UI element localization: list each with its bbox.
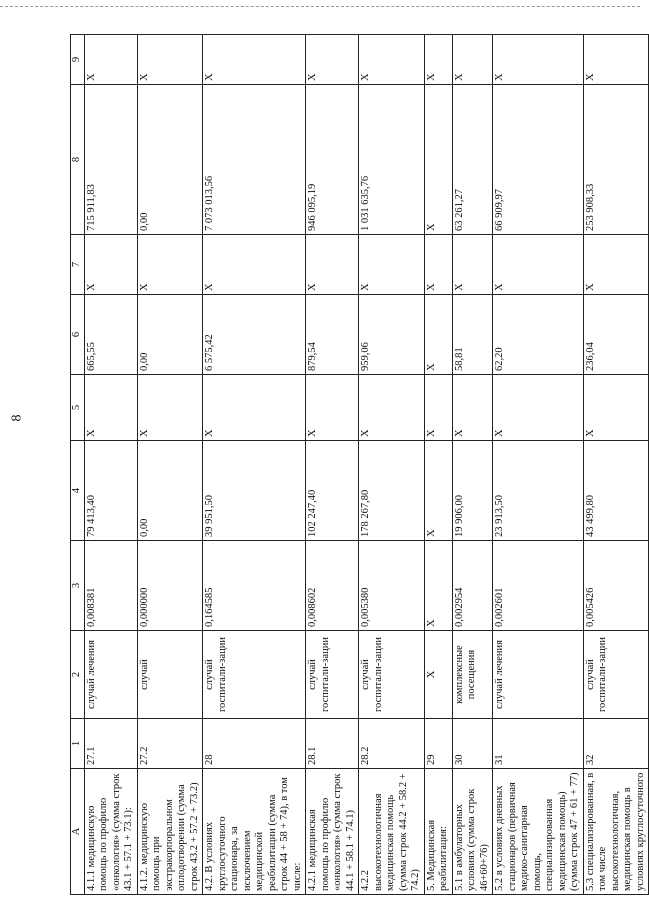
table-row [583,35,649,895]
table-cell: X [359,35,425,85]
table-header-row [71,35,85,895]
table-cell: X [583,235,649,295]
column-header: 8 [71,85,85,235]
row-label-cell: 4.1.2. медицинскую помощь при экстракорпоральном оплодотворении (сумма строк 43.2 + 57.2 + 73.2) [137,769,203,895]
table-cell: X [84,235,137,295]
page-number: 8 [9,414,25,422]
table-row [424,35,452,895]
table-cell: X [424,375,452,441]
row-label-cell: 5.2 в условиях дневных стационаров (первичная медико-санитарная помощь, специализированная медицинская помощь) (сумма строк 47 + 61 + 77) [493,769,584,895]
table-cell: X [452,35,493,85]
table-cell: 7 073 013,56 [203,85,306,235]
table-cell: X [493,35,584,85]
table-cell: X [452,375,493,441]
column-header: A [71,769,85,895]
table-cell: 0,00 [137,295,203,375]
table-cell: X [424,631,452,719]
table-cell: 23 913,50 [493,441,584,541]
column-header: 4 [71,441,85,541]
table-cell: X [203,35,306,85]
table-row [452,35,493,895]
table-row [84,35,137,895]
table-cell: 879,54 [306,295,359,375]
table-cell: 28.2 [359,719,425,769]
table-cell: случай госпитали-зации [359,631,425,719]
table-cell: 32 [583,719,649,769]
table-cell: 29 [424,719,452,769]
table-cell: X [424,35,452,85]
row-label-cell: 4.1.1 медицинскую помощь по профилю «онкология» (сумма строк 43.1 + 57.1 + 73.1): [84,769,137,895]
column-header: 9 [71,35,85,85]
table-cell: 0,00 [137,85,203,235]
table-cell: комплексные посещения [452,631,493,719]
table-cell: X [306,35,359,85]
table-cell: 31 [493,719,584,769]
table-cell: X [424,235,452,295]
table-cell: X [493,235,584,295]
table-row [137,35,203,895]
table-cell: 43 499,80 [583,441,649,541]
column-header: 3 [71,541,85,631]
table-cell: X [359,235,425,295]
column-header: 7 [71,235,85,295]
row-label-cell: 4.2.1 медицинская помощь по профилю «онкология» (сумма строк 44.1 + 58.1 + 74.1) [306,769,359,895]
row-label-cell: 4.2. В условиях круглосуточного стационара, за исключением медицинской реабилитации (сумма строк 44 + 58 + 74), в том числе: [203,769,306,895]
row-label-cell: 5.3 специализированная, в том числе высокотехнологичная, медицинская помощь в условиях круглосуточного [583,769,649,895]
table-cell: X [203,375,306,441]
table-cell: X [452,235,493,295]
column-header: 2 [71,631,85,719]
table-cell: X [306,375,359,441]
table-cell: 63 261,27 [452,85,493,235]
column-header: 6 [71,295,85,375]
table-cell: 178 267,80 [359,441,425,541]
table-cell: 28 [203,719,306,769]
column-header: 1 [71,719,85,769]
table-cell: случай лечения [493,631,584,719]
table-cell: X [493,375,584,441]
table-cell: 79 413,40 [84,441,137,541]
table-cell: случай госпитали-зации [203,631,306,719]
table-cell: 30 [452,719,493,769]
table-cell: 0,008381 [84,541,137,631]
table-cell: X [424,541,452,631]
table-cell: X [137,235,203,295]
row-label-cell: 4.2.2 высокотехнологичная медицинская помощь (сумма строк 44.2 + 58.2 + 74.2) [359,769,425,895]
table-cell: 19 906,00 [452,441,493,541]
table-cell: 62,20 [493,295,584,375]
table-cell: 715 911,83 [84,85,137,235]
table-cell: X [203,235,306,295]
table-cell: X [424,85,452,235]
table-cell: X [424,441,452,541]
table-cell: 58,81 [452,295,493,375]
table-cell: 6 575,42 [203,295,306,375]
table-cell: случай госпитали-зации [583,631,649,719]
scan-top-edge [0,6,640,7]
table-cell: 39 951,50 [203,441,306,541]
table-cell: 0,005380 [359,541,425,631]
table-cell: 0,000000 [137,541,203,631]
table-cell: 27.2 [137,719,203,769]
table-cell: 0,008602 [306,541,359,631]
table-cell: 236,04 [583,295,649,375]
table-cell: X [137,35,203,85]
table-cell: 946 095,19 [306,85,359,235]
table-cell: 665,55 [84,295,137,375]
table-cell: X [583,375,649,441]
table-cell: X [84,375,137,441]
table-row [359,35,425,895]
table-cell: 0,002954 [452,541,493,631]
table-cell: 253 908,33 [583,85,649,235]
table-cell: X [424,295,452,375]
table-cell: 0,002601 [493,541,584,631]
table-cell: X [84,35,137,85]
table-cell: X [306,235,359,295]
rotated-table-container [70,35,646,895]
table-cell: X [359,375,425,441]
table-cell: 0,005426 [583,541,649,631]
row-label-cell: 5. Медицинская реабилитация: [424,769,452,895]
row-label-cell: 5.1 в амбулаторных условиях (сумма строк 46+60+76) [452,769,493,895]
table-row [203,35,306,895]
table-cell: 0,00 [137,441,203,541]
table-cell: 66 909,97 [493,85,584,235]
table-cell: X [583,35,649,85]
table-row [306,35,359,895]
table-cell: 27.1 [84,719,137,769]
table-row [493,35,584,895]
table-cell: случай лечения [84,631,137,719]
table-cell: 102 247,40 [306,441,359,541]
table-cell: случай госпитали-зации [306,631,359,719]
table-cell: 1 031 635,76 [359,85,425,235]
table-cell: 959,06 [359,295,425,375]
column-header: 5 [71,375,85,441]
table-cell: X [137,375,203,441]
data-table [70,34,649,895]
table-cell: 28.1 [306,719,359,769]
table-cell: 0,164585 [203,541,306,631]
table-cell: случай [137,631,203,719]
